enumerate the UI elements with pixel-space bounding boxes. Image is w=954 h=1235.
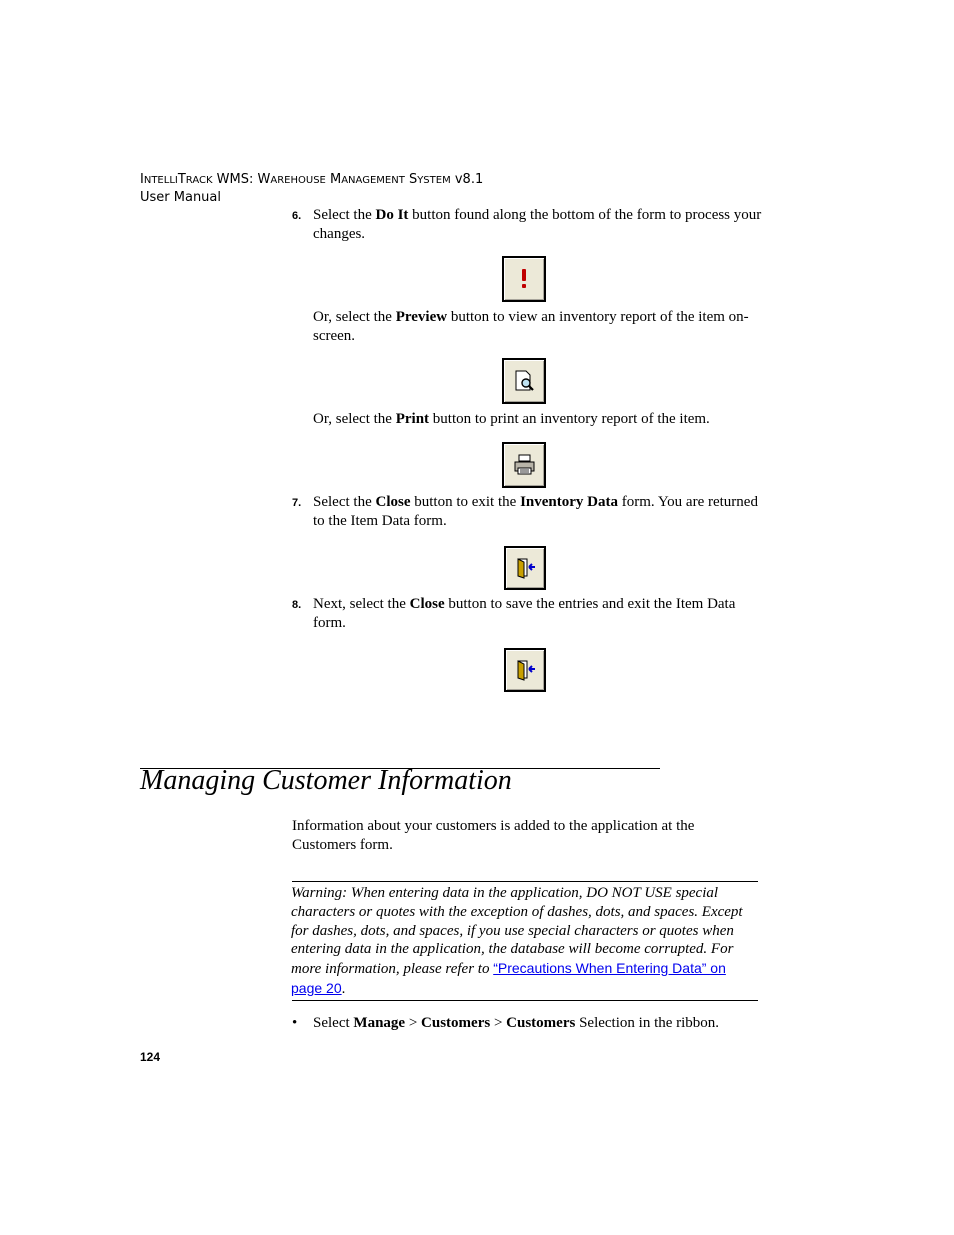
exclamation-icon (512, 266, 536, 292)
step-number-6: 6. (292, 210, 302, 222)
printer-icon (512, 452, 538, 478)
step-number-8: 8. (292, 599, 302, 611)
running-header (140, 171, 483, 206)
section-intro: Information about your customers is added to the application at the Customers form. (292, 818, 695, 853)
header-subtitle: User Manual (140, 190, 222, 205)
warning-rule-top (292, 881, 758, 882)
preview-text: Or, select the Preview button to view an inventory report of the item on-screen. (313, 309, 749, 344)
header-title: INTELLITRACK WMS: WAREHOUSE MANAGEMENT SYSTEM v8.1 (140, 172, 484, 187)
exit-door-icon (514, 658, 538, 682)
warning-text: Warning: When entering data in the application, DO NOT USE special characters or quotes with the exception of dashes, dots, and spaces. Except for dashes, dots, and spaces, if you use special characters or quotes when entering data in the application, the database will become corrupted. For more information, please refer to “Precautions When Entering Data” on page 20. (291, 885, 743, 997)
page-number: 124 (140, 1050, 161, 1064)
preview-magnifier-icon (512, 368, 538, 394)
print-button-icon (502, 442, 546, 488)
precautions-link[interactable]: “Precautions When Entering Data” on page 20 (291, 960, 726, 996)
doit-button-icon (502, 256, 546, 302)
step-number-7: 7. (292, 497, 302, 509)
section-title: Managing Customer Information (140, 765, 512, 796)
close-button-icon-2 (504, 648, 546, 692)
step-8-text: Next, select the Close button to save the entries and exit the Item Data form. (313, 596, 736, 631)
preview-button-icon (502, 358, 546, 404)
step-6-text: Select the Do It button found along the bottom of the form to process your changes. (313, 207, 762, 242)
warning-rule-bottom (292, 1000, 758, 1001)
bullet-mark: • (292, 1015, 298, 1031)
step-7-text: Select the Close button to exit the Inventory Data form. You are returned to the Item Data form. (313, 494, 758, 529)
exit-door-icon (514, 556, 538, 580)
close-button-icon-1 (504, 546, 546, 590)
print-text: Or, select the Print button to print an inventory report of the item. (313, 411, 710, 427)
bullet-text: Select Manage > Customers > Customers Selection in the ribbon. (313, 1015, 720, 1031)
